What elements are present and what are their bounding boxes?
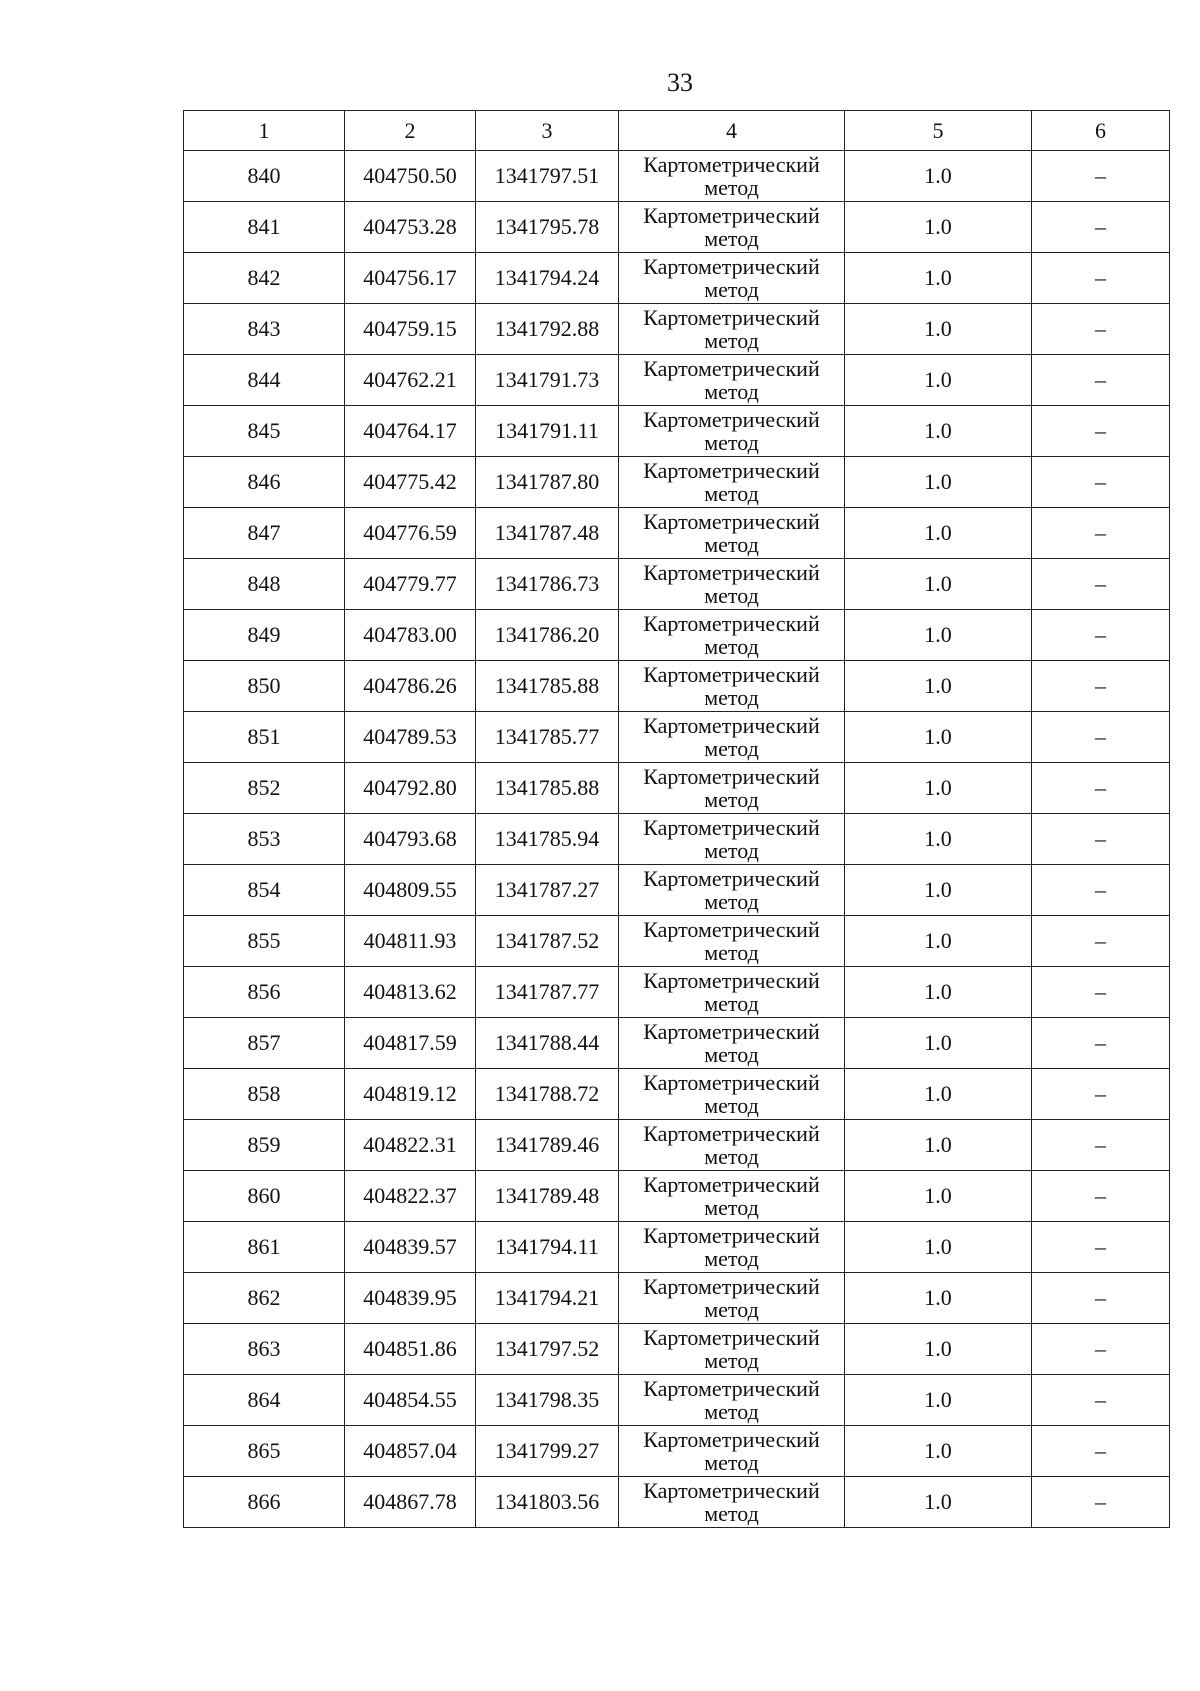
x-coordinate-cell: 404793.68 — [345, 814, 476, 865]
point-number-cell: 842 — [184, 253, 345, 304]
accuracy-cell: 1.0 — [845, 1171, 1032, 1222]
point-number-cell: 866 — [184, 1477, 345, 1528]
y-coordinate-cell: 1341787.77 — [476, 967, 619, 1018]
note-cell: – — [1032, 508, 1170, 559]
point-number-cell: 860 — [184, 1171, 345, 1222]
method-line-2: метод — [704, 838, 759, 863]
table-row — [184, 712, 1170, 763]
x-coordinate-cell: 404775.42 — [345, 457, 476, 508]
table-row — [184, 457, 1170, 508]
accuracy-cell: 1.0 — [845, 1273, 1032, 1324]
note-cell: – — [1032, 712, 1170, 763]
point-number-cell: 853 — [184, 814, 345, 865]
x-coordinate-cell: 404789.53 — [345, 712, 476, 763]
table-row — [184, 610, 1170, 661]
x-coordinate-cell: 404813.62 — [345, 967, 476, 1018]
method-cell — [619, 1375, 845, 1426]
method-line-1: Картометрический — [643, 509, 820, 534]
point-number-cell: 844 — [184, 355, 345, 406]
y-coordinate-cell: 1341789.48 — [476, 1171, 619, 1222]
y-coordinate-cell: 1341787.80 — [476, 457, 619, 508]
accuracy-cell: 1.0 — [845, 151, 1032, 202]
y-coordinate-cell: 1341792.88 — [476, 304, 619, 355]
y-coordinate-cell: 1341785.88 — [476, 763, 619, 814]
note-cell: – — [1032, 865, 1170, 916]
method-cell — [619, 661, 845, 712]
method-cell — [619, 355, 845, 406]
method-line-1: Картометрический — [643, 407, 820, 432]
note-cell: – — [1032, 1426, 1170, 1477]
accuracy-cell: 1.0 — [845, 916, 1032, 967]
method-line-2: метод — [704, 991, 759, 1016]
point-number-cell: 845 — [184, 406, 345, 457]
note-cell: – — [1032, 814, 1170, 865]
method-cell — [619, 151, 845, 202]
method-line-2: метод — [704, 226, 759, 251]
note-cell: – — [1032, 559, 1170, 610]
method-line-2: метод — [704, 430, 759, 455]
table-row — [184, 202, 1170, 253]
method-line-2: метод — [704, 1348, 759, 1373]
accuracy-cell: 1.0 — [845, 1324, 1032, 1375]
point-number-cell: 857 — [184, 1018, 345, 1069]
table-row — [184, 865, 1170, 916]
method-cell — [619, 253, 845, 304]
method-line-2: метод — [704, 532, 759, 557]
method-line-1: Картометрический — [643, 254, 820, 279]
accuracy-cell: 1.0 — [845, 253, 1032, 304]
table-row — [184, 967, 1170, 1018]
y-coordinate-cell: 1341789.46 — [476, 1120, 619, 1171]
method-line-2: метод — [704, 1042, 759, 1067]
method-line-2: метод — [704, 481, 759, 506]
method-line-1: Картометрический — [643, 1223, 820, 1248]
note-cell: – — [1032, 1477, 1170, 1528]
method-cell — [619, 406, 845, 457]
y-coordinate-cell: 1341797.52 — [476, 1324, 619, 1375]
point-number-cell: 859 — [184, 1120, 345, 1171]
accuracy-cell: 1.0 — [845, 1426, 1032, 1477]
note-cell: – — [1032, 457, 1170, 508]
note-cell: – — [1032, 151, 1170, 202]
point-number-cell: 843 — [184, 304, 345, 355]
note-cell: – — [1032, 1324, 1170, 1375]
method-line-2: метод — [704, 175, 759, 200]
method-cell — [619, 202, 845, 253]
y-coordinate-cell: 1341788.72 — [476, 1069, 619, 1120]
method-line-1: Картометрический — [643, 662, 820, 687]
page-number: 33 — [667, 68, 693, 97]
method-line-2: метод — [704, 736, 759, 761]
accuracy-cell: 1.0 — [845, 865, 1032, 916]
x-coordinate-cell: 404809.55 — [345, 865, 476, 916]
method-line-2: метод — [704, 685, 759, 710]
coordinates-table — [183, 110, 1170, 1528]
method-line-1: Картометрический — [643, 458, 820, 483]
method-line-2: метод — [704, 277, 759, 302]
table-row — [184, 1171, 1170, 1222]
table-row — [184, 559, 1170, 610]
point-number-cell: 846 — [184, 457, 345, 508]
y-coordinate-cell: 1341787.27 — [476, 865, 619, 916]
column-header: 6 — [1032, 111, 1170, 151]
x-coordinate-cell: 404762.21 — [345, 355, 476, 406]
table-row — [184, 1426, 1170, 1477]
method-line-2: метод — [704, 379, 759, 404]
method-line-1: Картометрический — [643, 764, 820, 789]
y-coordinate-cell: 1341791.11 — [476, 406, 619, 457]
accuracy-cell: 1.0 — [845, 1375, 1032, 1426]
column-header: 5 — [845, 111, 1032, 151]
method-line-1: Картометрический — [643, 917, 820, 942]
y-coordinate-cell: 1341787.52 — [476, 916, 619, 967]
table-row — [184, 1477, 1170, 1528]
method-line-1: Картометрический — [643, 560, 820, 585]
point-number-cell: 848 — [184, 559, 345, 610]
accuracy-cell: 1.0 — [845, 355, 1032, 406]
note-cell: – — [1032, 1120, 1170, 1171]
y-coordinate-cell: 1341794.24 — [476, 253, 619, 304]
table-row — [184, 406, 1170, 457]
method-line-1: Картометрический — [643, 1019, 820, 1044]
method-cell — [619, 610, 845, 661]
accuracy-cell: 1.0 — [845, 1069, 1032, 1120]
table-row — [184, 1018, 1170, 1069]
method-line-2: метод — [704, 583, 759, 608]
x-coordinate-cell: 404764.17 — [345, 406, 476, 457]
method-cell — [619, 763, 845, 814]
x-coordinate-cell: 404750.50 — [345, 151, 476, 202]
point-number-cell: 856 — [184, 967, 345, 1018]
method-cell — [619, 916, 845, 967]
note-cell: – — [1032, 1171, 1170, 1222]
y-coordinate-cell: 1341786.73 — [476, 559, 619, 610]
note-cell: – — [1032, 1375, 1170, 1426]
x-coordinate-cell: 404792.80 — [345, 763, 476, 814]
point-number-cell: 864 — [184, 1375, 345, 1426]
x-coordinate-cell: 404783.00 — [345, 610, 476, 661]
method-line-1: Картометрический — [643, 305, 820, 330]
x-coordinate-cell: 404759.15 — [345, 304, 476, 355]
table-row — [184, 304, 1170, 355]
table-row — [184, 508, 1170, 559]
method-cell — [619, 1069, 845, 1120]
point-number-cell: 840 — [184, 151, 345, 202]
method-line-2: метод — [704, 940, 759, 965]
method-line-2: метод — [704, 1297, 759, 1322]
note-cell: – — [1032, 304, 1170, 355]
point-number-cell: 847 — [184, 508, 345, 559]
note-cell: – — [1032, 967, 1170, 1018]
table-row — [184, 916, 1170, 967]
method-line-2: метод — [704, 1450, 759, 1475]
method-cell — [619, 559, 845, 610]
method-line-2: метод — [704, 1246, 759, 1271]
note-cell: – — [1032, 1222, 1170, 1273]
y-coordinate-cell: 1341803.56 — [476, 1477, 619, 1528]
x-coordinate-cell: 404854.55 — [345, 1375, 476, 1426]
method-line-1: Картометрический — [643, 968, 820, 993]
method-line-1: Картометрический — [643, 1070, 820, 1095]
x-coordinate-cell: 404822.31 — [345, 1120, 476, 1171]
point-number-cell: 865 — [184, 1426, 345, 1477]
x-coordinate-cell: 404753.28 — [345, 202, 476, 253]
y-coordinate-cell: 1341785.88 — [476, 661, 619, 712]
method-cell — [619, 865, 845, 916]
method-cell — [619, 967, 845, 1018]
method-line-1: Картометрический — [643, 1121, 820, 1146]
note-cell: – — [1032, 1273, 1170, 1324]
column-header: 2 — [345, 111, 476, 151]
x-coordinate-cell: 404817.59 — [345, 1018, 476, 1069]
accuracy-cell: 1.0 — [845, 559, 1032, 610]
point-number-cell: 855 — [184, 916, 345, 967]
method-line-1: Картометрический — [643, 1478, 820, 1503]
table-row — [184, 151, 1170, 202]
point-number-cell: 851 — [184, 712, 345, 763]
y-coordinate-cell: 1341794.11 — [476, 1222, 619, 1273]
table-row — [184, 1324, 1170, 1375]
point-number-cell: 863 — [184, 1324, 345, 1375]
table-row — [184, 661, 1170, 712]
accuracy-cell: 1.0 — [845, 1477, 1032, 1528]
accuracy-cell: 1.0 — [845, 763, 1032, 814]
accuracy-cell: 1.0 — [845, 1018, 1032, 1069]
y-coordinate-cell: 1341787.48 — [476, 508, 619, 559]
y-coordinate-cell: 1341795.78 — [476, 202, 619, 253]
method-line-1: Картометрический — [643, 1172, 820, 1197]
method-line-1: Картометрический — [643, 611, 820, 636]
method-cell — [619, 508, 845, 559]
point-number-cell: 854 — [184, 865, 345, 916]
accuracy-cell: 1.0 — [845, 304, 1032, 355]
note-cell: – — [1032, 763, 1170, 814]
method-line-2: метод — [704, 1195, 759, 1220]
accuracy-cell: 1.0 — [845, 712, 1032, 763]
method-cell — [619, 1018, 845, 1069]
method-line-1: Картометрический — [643, 1376, 820, 1401]
method-line-2: метод — [704, 1144, 759, 1169]
method-cell — [619, 457, 845, 508]
method-cell — [619, 1222, 845, 1273]
note-cell: – — [1032, 1069, 1170, 1120]
point-number-cell: 850 — [184, 661, 345, 712]
point-number-cell: 861 — [184, 1222, 345, 1273]
x-coordinate-cell: 404839.95 — [345, 1273, 476, 1324]
y-coordinate-cell: 1341797.51 — [476, 151, 619, 202]
x-coordinate-cell: 404867.78 — [345, 1477, 476, 1528]
method-cell — [619, 1477, 845, 1528]
table-row — [184, 1120, 1170, 1171]
method-line-1: Картометрический — [643, 1427, 820, 1452]
note-cell: – — [1032, 916, 1170, 967]
point-number-cell: 862 — [184, 1273, 345, 1324]
y-coordinate-cell: 1341788.44 — [476, 1018, 619, 1069]
x-coordinate-cell: 404839.57 — [345, 1222, 476, 1273]
accuracy-cell: 1.0 — [845, 610, 1032, 661]
method-line-1: Картометрический — [643, 1274, 820, 1299]
point-number-cell: 841 — [184, 202, 345, 253]
y-coordinate-cell: 1341798.35 — [476, 1375, 619, 1426]
accuracy-cell: 1.0 — [845, 1222, 1032, 1273]
table-row — [184, 1375, 1170, 1426]
table-row — [184, 1222, 1170, 1273]
x-coordinate-cell: 404786.26 — [345, 661, 476, 712]
method-line-1: Картометрический — [643, 356, 820, 381]
y-coordinate-cell: 1341791.73 — [476, 355, 619, 406]
table-row — [184, 814, 1170, 865]
note-cell: – — [1032, 355, 1170, 406]
y-coordinate-cell: 1341794.21 — [476, 1273, 619, 1324]
column-header: 1 — [184, 111, 345, 151]
method-line-1: Картометрический — [643, 713, 820, 738]
accuracy-cell: 1.0 — [845, 508, 1032, 559]
x-coordinate-cell: 404779.77 — [345, 559, 476, 610]
method-line-2: метод — [704, 1399, 759, 1424]
table-row — [184, 1069, 1170, 1120]
method-line-2: метод — [704, 1093, 759, 1118]
x-coordinate-cell: 404819.12 — [345, 1069, 476, 1120]
method-line-2: метод — [704, 787, 759, 812]
y-coordinate-cell: 1341785.77 — [476, 712, 619, 763]
y-coordinate-cell: 1341786.20 — [476, 610, 619, 661]
method-line-2: метод — [704, 634, 759, 659]
accuracy-cell: 1.0 — [845, 661, 1032, 712]
method-line-1: Картометрический — [643, 1325, 820, 1350]
table-body — [184, 151, 1170, 1528]
method-line-2: метод — [704, 328, 759, 353]
table-row — [184, 1273, 1170, 1324]
x-coordinate-cell: 404756.17 — [345, 253, 476, 304]
method-cell — [619, 1273, 845, 1324]
method-line-1: Картометрический — [643, 152, 820, 177]
note-cell: – — [1032, 406, 1170, 457]
table-row — [184, 355, 1170, 406]
y-coordinate-cell: 1341799.27 — [476, 1426, 619, 1477]
method-line-1: Картометрический — [643, 203, 820, 228]
header-row — [184, 111, 1170, 151]
method-line-1: Картометрический — [643, 815, 820, 840]
accuracy-cell: 1.0 — [845, 406, 1032, 457]
x-coordinate-cell: 404851.86 — [345, 1324, 476, 1375]
method-cell — [619, 814, 845, 865]
method-line-2: метод — [704, 889, 759, 914]
x-coordinate-cell: 404811.93 — [345, 916, 476, 967]
method-cell — [619, 304, 845, 355]
accuracy-cell: 1.0 — [845, 202, 1032, 253]
table-row — [184, 253, 1170, 304]
method-cell — [619, 1171, 845, 1222]
point-number-cell: 849 — [184, 610, 345, 661]
accuracy-cell: 1.0 — [845, 457, 1032, 508]
note-cell: – — [1032, 661, 1170, 712]
table-row — [184, 763, 1170, 814]
method-cell — [619, 712, 845, 763]
method-cell — [619, 1120, 845, 1171]
note-cell: – — [1032, 1018, 1170, 1069]
accuracy-cell: 1.0 — [845, 1120, 1032, 1171]
x-coordinate-cell: 404776.59 — [345, 508, 476, 559]
column-header: 4 — [619, 111, 845, 151]
note-cell: – — [1032, 610, 1170, 661]
note-cell: – — [1032, 202, 1170, 253]
x-coordinate-cell: 404822.37 — [345, 1171, 476, 1222]
y-coordinate-cell: 1341785.94 — [476, 814, 619, 865]
method-cell — [619, 1324, 845, 1375]
note-cell: – — [1032, 253, 1170, 304]
method-line-1: Картометрический — [643, 866, 820, 891]
column-header: 3 — [476, 111, 619, 151]
method-cell — [619, 1426, 845, 1477]
accuracy-cell: 1.0 — [845, 967, 1032, 1018]
accuracy-cell: 1.0 — [845, 814, 1032, 865]
point-number-cell: 852 — [184, 763, 345, 814]
point-number-cell: 858 — [184, 1069, 345, 1120]
method-line-2: метод — [704, 1501, 759, 1526]
x-coordinate-cell: 404857.04 — [345, 1426, 476, 1477]
